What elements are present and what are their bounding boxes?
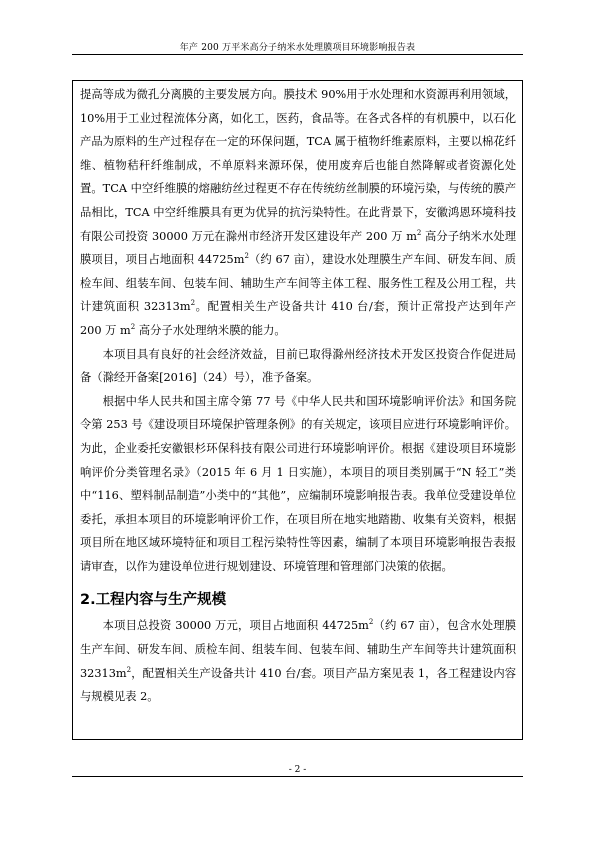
page-number: - 2 - bbox=[288, 765, 307, 775]
paragraph-membrane-background: 提高等成为微孔分离膜的主要发展方向。膜技术 90%用于水处理和水资源再利用领域，10%用于工业过程流体分离，如化工，医药，食品等。在各式各样的有机膜中，以石化产品为原料的生产过程存在一定的环保问题，TCA 属于植物纤维素原料，主要以棉花纤维、植物秸秆纤维制成，不单原料来源环保，使用废弃后也能自然降解或者资源化处置。TCA 中空纤维膜的熔融纺丝过程更不存在传统纺丝制膜的环境污染，与传统的膜产品相比，TCA 中空纤维膜具有更为优异的抗污染特性。在此背景下，安徽鸿恩环境科技有限公司投资 30000 万元在滁州市经济开发区建设年产 200 万 $m^2$ 高分子纳米水处理膜项目，项目占地面积 $44725m^2$（约 67 亩），建设水处理膜生产车间、研发车间、质检车间、组装车间、包装车间、辅助生产车间等主体工程、服务性工程及公用工程，共计建筑面积 $32313m^2$。配置相关生产设备共计 410 台/套，预计正常投产达到年产 200 万 $m^2$ 高分子水处理纳米膜的能力。 bbox=[80, 88, 516, 337]
paragraph-project-scale: 本项目总投资 30000 万元，项目占地面积 $44725m^2$（约 67 亩），包含水处理膜生产车间、研发车间、质检车间、组装车间、包装车间、辅助生产车间等共计建筑面积 $32313m^2$，配置相关生产设备共计 410 台/套。项目产品方案见表 1，各工程建设内容与规模见表 2。 bbox=[80, 618, 516, 704]
footer-divider bbox=[72, 776, 523, 777]
main-content bbox=[80, 83, 516, 709]
section-heading-project-content: 2.工程内容与生产规模 bbox=[80, 592, 227, 609]
paragraph-filing: 本项目具有良好的社会经济效益，目前已取得滁州经济技术开发区投资合作促进局备（滁经开备案[2016]（24）号），准予备案。 bbox=[80, 347, 516, 385]
page-header-title: 年产 200 万平米高分子纳米水处理膜项目环境影响报告表 bbox=[179, 43, 416, 53]
paragraph-eia-basis: 根据中华人民共和国主席令第 77 号《中华人民共和国环境影响评价法》和国务院令第 253 号《建设项目环境保护管理条例》的有关规定，该项目应进行环境影响评价。为此，企业委托安徽银杉环保科技有限公司进行环境影响评价。根据《建设项目环境影响评价分类管理名录》（2015 年 6 月 1 日实施），本项目的项目类别属于“N 轻工”类中“116、塑料制品制造”小类中的“其他”，应编制环境影响报告表。我单位受建设单位委托，承担本项目的环境影响评价工作，在项目所在地实地踏勘、收集有关资料，根据项目所在地区域环境特征和项目工程污染特性等因素，编制了本项目环境影响报告表报请审查，以作为建设单位进行规划建设、环境管理和管理部门决策的依据。 bbox=[80, 394, 516, 573]
header-divider bbox=[72, 54, 523, 55]
